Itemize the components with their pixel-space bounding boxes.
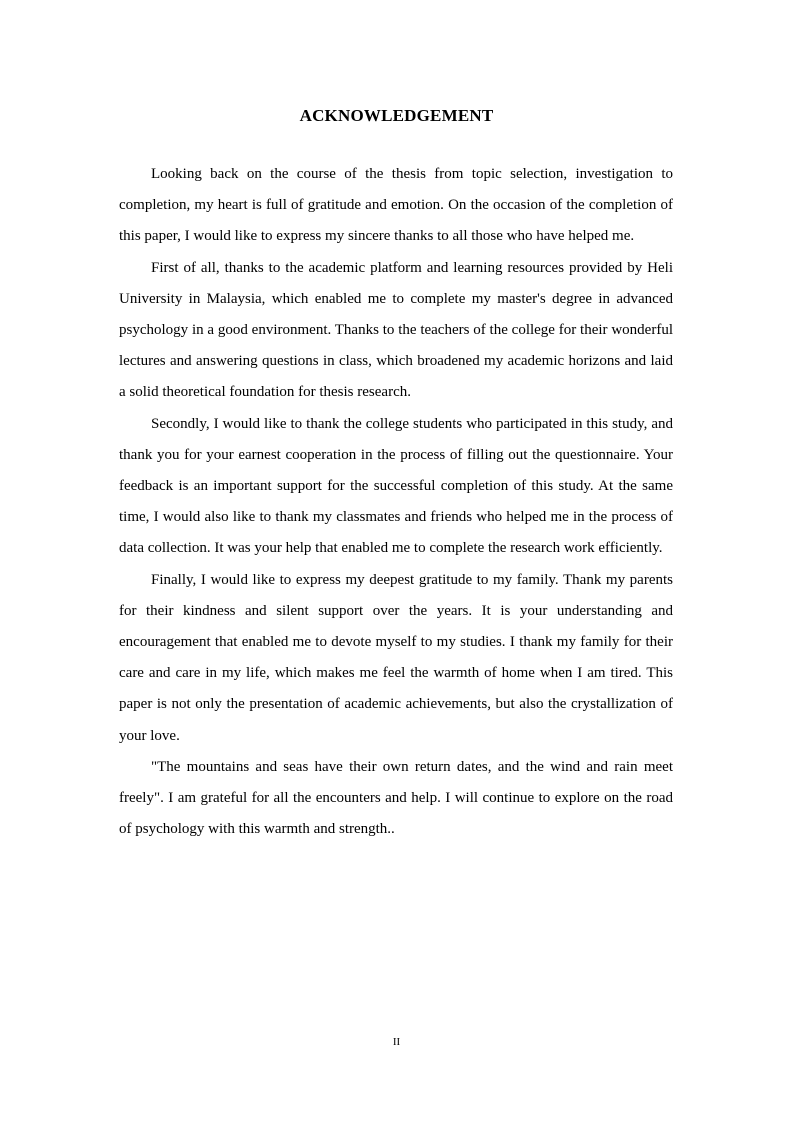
page-number: II <box>392 1036 401 1048</box>
paragraph-closing: "The mountains and seas have their own return dates, and the wind and rain meet freely". I am grateful for all the encounters and help. I will continue to explore on the road of psychology with this warmth and strength.. <box>119 758 673 838</box>
paragraph-intro: Looking back on the course of the thesis from topic selection, investigation to completion, my heart is full of gratitude and emotion. On the occasion of the completion of this paper, I would like to express my sincere thanks to all those who have helped me. <box>119 166 673 245</box>
paragraph-university: First of all, thanks to the academic platform and learning resources provided by Heli University in Malaysia, which enabled me to complete my master's degree in advanced psychology in a good environment. Thanks to the teachers of the college for their wonderful lectures and answering questions in class, which broadened my academic horizons and laid a solid theoretical foundation for thesis research. <box>119 259 673 401</box>
page-title: ACKNOWLEDGEMENT <box>299 106 494 125</box>
paragraph-participants: Secondly, I would like to thank the college students who participated in this study, and thank you for your earnest cooperation in the process of filling out the questionnaire. Your feedback is an important support for the successful completion of this study. At the same time, I would also like to thank my classmates and friends who helped me in the process of data collection. It was your help that enabled me to complete the research work efficiently. <box>119 415 673 557</box>
acknowledgement-body <box>119 159 673 845</box>
paragraph-family: Finally, I would like to express my deepest gratitude to my family. Thank my parents for their kindness and silent support over the years. It is your understanding and encouragement that enabled me to devote myself to my studies. I thank my family for their care and care in my life, which makes me feel the warmth of home when I am tired. This paper is not only the presentation of academic achievements, but also the crystallization of your love. <box>119 571 673 744</box>
